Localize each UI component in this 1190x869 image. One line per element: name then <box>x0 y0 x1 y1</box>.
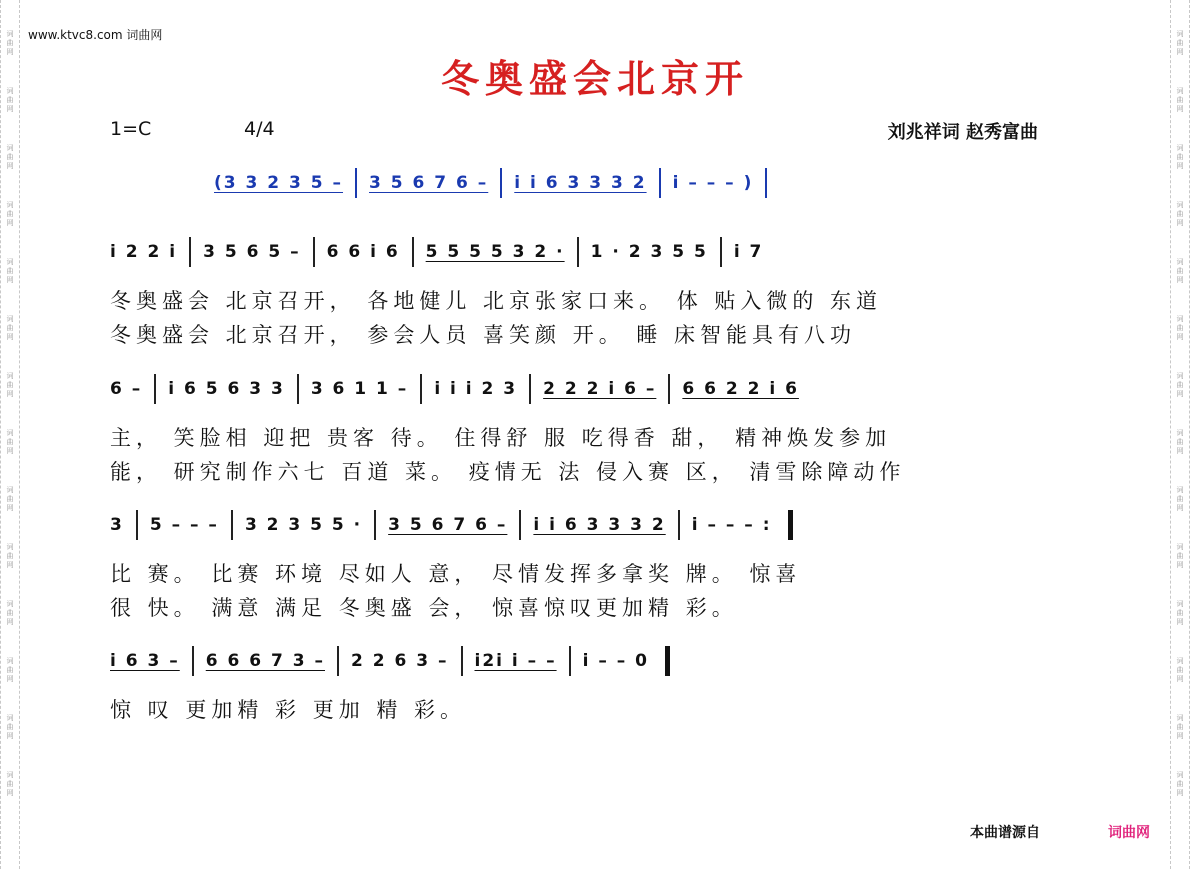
bar-line <box>297 374 299 404</box>
bar-line <box>412 237 414 267</box>
song-credits: 刘兆祥词 赵秀富曲 <box>887 122 1038 143</box>
strip-mark: 词曲网 <box>6 771 14 797</box>
strip-mark: 词曲网 <box>1176 771 1184 797</box>
bar-line <box>337 646 339 676</box>
measure: 3 2 3 5 5 · <box>244 515 363 535</box>
bar-line <box>569 646 571 676</box>
strip-mark: 词曲网 <box>1176 657 1184 683</box>
measure: i i 6 3 3 3 2 <box>533 515 666 535</box>
site-url[interactable]: www.ktvc8.com 词曲网 <box>28 28 163 42</box>
repeat-bar <box>788 510 793 540</box>
intro-measure: (3 3 2 3 5 – <box>214 173 344 193</box>
strip-mark: 词曲网 <box>6 714 14 740</box>
bar-line <box>720 237 722 267</box>
bar-line <box>500 168 502 198</box>
measure: 3 6 1 1 – <box>310 379 409 399</box>
measure: 5 5 5 5 3 2 · <box>425 242 565 262</box>
intro-measure: 3 5 6 7 6 – <box>369 173 489 193</box>
measure: i 2 2 i <box>110 242 178 262</box>
bar-line <box>577 237 579 267</box>
measure: i – – – : <box>691 515 772 535</box>
measure: 6 6 i 6 <box>326 242 400 262</box>
strip-mark: 词曲网 <box>1176 315 1184 341</box>
strip-mark: 词曲网 <box>1176 87 1184 113</box>
measure: i2i i – – <box>474 651 557 671</box>
intro-measure: i – – – ) <box>672 173 754 193</box>
source-site-link[interactable]: 词曲网 <box>1108 825 1150 841</box>
measure: i i i 2 3 <box>434 379 518 399</box>
bar-line <box>374 510 376 540</box>
lyric-verse2-line3: 很 快。 满意 满足 冬奥盛 会， 惊喜惊叹更加精 彩。 <box>110 596 738 620</box>
lyric-verse2-line1: 冬奥盛会 北京召开， 参会人员 喜笑颜 开。 睡 床智能具有八功 <box>110 323 857 347</box>
intro-measure: i i 6 3 3 3 2 <box>514 173 647 193</box>
bar-line <box>189 237 191 267</box>
lyric-verse1-line3: 比 赛。 比赛 环境 尽如人 意， 尽情发挥多拿奖 牌。 惊喜 <box>110 562 802 586</box>
measure: 3 5 6 5 – <box>203 242 301 262</box>
bar-line <box>529 374 531 404</box>
lyric-verse2-line2: 能， 研究制作六七 百道 菜。 疫情无 法 侵入赛 区， 清雪除障动作 <box>110 460 906 484</box>
measure: i 6 3 – <box>110 651 180 671</box>
strip-mark: 词曲网 <box>6 87 14 113</box>
strip-mark: 词曲网 <box>1176 258 1184 284</box>
strip-mark: 词曲网 <box>1176 30 1184 56</box>
strip-mark: 词曲网 <box>1176 543 1184 569</box>
strip-mark: 词曲网 <box>1176 372 1184 398</box>
strip-mark: 词曲网 <box>6 657 14 683</box>
measure: 5 – – – <box>149 515 219 535</box>
left-watermark-strip <box>0 0 20 869</box>
measure: 6 – <box>110 379 143 399</box>
notation-line-3 <box>110 510 1060 540</box>
strip-mark: 词曲网 <box>1176 201 1184 227</box>
strip-mark: 词曲网 <box>6 486 14 512</box>
bar-line <box>355 168 357 198</box>
time-signature: 4/4 <box>244 118 275 140</box>
strip-mark: 词曲网 <box>6 144 14 170</box>
measure: 3 <box>110 515 124 535</box>
bar-line <box>192 646 194 676</box>
measure: 2 2 2 i 6 – <box>543 379 657 399</box>
strip-mark: 词曲网 <box>6 429 14 455</box>
notation-line-4 <box>110 646 1060 676</box>
strip-mark: 词曲网 <box>1176 429 1184 455</box>
strip-mark: 词曲网 <box>6 543 14 569</box>
measure: i 6 5 6 3 3 <box>168 379 285 399</box>
bar-line <box>461 646 463 676</box>
strip-mark: 词曲网 <box>1176 600 1184 626</box>
song-title: 冬奥盛会北京开 <box>440 56 749 101</box>
strip-mark: 词曲网 <box>6 30 14 56</box>
lyric-line4: 惊 叹 更加精 彩 更加 精 彩。 <box>110 698 467 722</box>
strip-mark: 词曲网 <box>6 258 14 284</box>
bar-line <box>519 510 521 540</box>
strip-mark: 词曲网 <box>6 201 14 227</box>
measure: 1 · 2 3 5 5 <box>590 242 708 262</box>
end-bar <box>665 646 670 676</box>
strip-mark: 词曲网 <box>1176 486 1184 512</box>
bar-line <box>765 168 767 198</box>
strip-mark: 词曲网 <box>6 600 14 626</box>
measure: i 7 <box>733 242 764 262</box>
strip-mark: 词曲网 <box>6 315 14 341</box>
intro-line <box>214 168 1060 198</box>
bar-line <box>659 168 661 198</box>
strip-mark: 词曲网 <box>1176 144 1184 170</box>
bar-line <box>136 510 138 540</box>
measure: i – – 0 <box>582 651 649 671</box>
measure: 6 6 2 2 i 6 <box>682 379 799 399</box>
bar-line <box>668 374 670 404</box>
measure: 2 2 6 3 – <box>351 651 449 671</box>
key-signature: 1=C <box>110 118 152 140</box>
bar-line <box>154 374 156 404</box>
bar-line <box>231 510 233 540</box>
source-label: 本曲谱源自 <box>970 825 1040 841</box>
lyric-verse1-line2: 主， 笑脸相 迎把 贵客 待。 住得舒 服 吃得香 甜， 精神焕发参加 <box>110 426 892 450</box>
strip-mark: 词曲网 <box>1176 714 1184 740</box>
notation-line-1 <box>110 237 1060 267</box>
measure: 3 5 6 7 6 – <box>388 515 508 535</box>
lyric-verse1-line1: 冬奥盛会 北京召开， 各地健儿 北京张家口来。 体 贴入微的 东道 <box>110 289 883 313</box>
bar-line <box>420 374 422 404</box>
right-watermark-strip <box>1170 0 1190 869</box>
strip-mark: 词曲网 <box>6 372 14 398</box>
bar-line <box>313 237 315 267</box>
notation-line-2 <box>110 374 1060 404</box>
bar-line <box>678 510 680 540</box>
measure: 6 6 6 7 3 – <box>205 651 325 671</box>
